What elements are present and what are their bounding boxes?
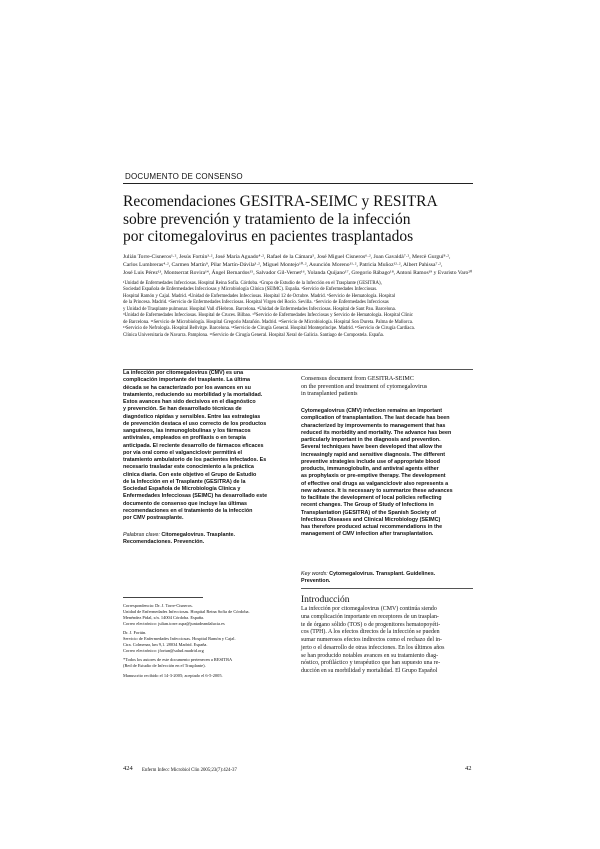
abstract-line: Transplantation (GESITRA) of the Spanish Society of (301, 509, 437, 516)
abstract-line: Cytomegalovirus (CMV) infection remains an important (301, 408, 443, 414)
intro-line: jerto o el desarrollo de otras infecciones. En los últimos años (301, 644, 445, 651)
intro-line: ducción en su morbilidad y mortalidad. El Grupo Español (301, 668, 438, 674)
abstract-line: tratamiento ambulatorio de los pacientes infectados. Es (123, 457, 267, 463)
abstract-line: recomendaciones en el tratamiento de la infección (123, 507, 253, 514)
footnote-rule (123, 597, 203, 598)
keywords-spanish (123, 532, 288, 547)
abstract-line: to facilitate the development of local policies reflecting (301, 495, 442, 501)
note-line: *Todos los autores de este documento pertenecen a RESITRA (123, 657, 233, 662)
abstract-line: as prophylaxis or pre-emptive therapy. The development (301, 473, 446, 480)
abstract-line: de la Infección en el Trasplante (GESITRA) de la (123, 478, 246, 485)
abstract-line: necesario trasladar este conocimiento a la práctica (123, 464, 254, 471)
page-number-left: 424 (123, 765, 133, 772)
article-title (123, 193, 483, 246)
correspondence-line: Dr. J. Fortún. (123, 630, 147, 635)
keywords-line: Recomendaciones. Prevención. (123, 539, 205, 546)
journal-reference: Enferm Infecc Microbiol Clin 2005;23(7):424-37 (142, 768, 237, 773)
correspondence-line: Menéndez Pidal, s/n. 14004 Córdoba. España. (123, 614, 205, 620)
intro-line: cos (TPH). A los efectos directos de la infección se pueden (301, 629, 440, 636)
note-line: (Red de Estudio de Infección en el Trasplante). (123, 662, 206, 668)
abstract-line: management of CMV infection after transplantation. (301, 531, 434, 538)
resitra-note (123, 657, 293, 669)
abstract-line: complicación importante del trasplante. La última (123, 377, 251, 384)
author-line: Julián Torre-Cisneros¹·², Jesús Fortún³·², José María Aguado⁴·², Rafael de la Cámara⁵, José Miguel Cisneros⁶·², Joan Gavaldà⁷·², Mercè Gurguí⁸·², (123, 254, 451, 260)
intro-line: una complicación importante en receptores de un trasplan- (301, 613, 439, 620)
manuscript-dates: Manuscrito recibido el 14-3-2005; aceptado el 6-5-2005. (123, 673, 223, 678)
abstract-line: de prevención destaca el uso correcto de los productos (123, 420, 267, 427)
intro-line: se han producido notables avances en su tratamiento diag- (301, 652, 439, 659)
abstract-line: new advance. It is necessary to summarize these advances (301, 487, 453, 494)
abstract-line: sanguíneos, las inmunoglobulinas y los fármacos (123, 428, 251, 434)
abstract-line: antivirales, empleados en profilaxis o en terapia (123, 435, 246, 442)
page-number-right: 42 (465, 765, 472, 772)
intro-line: sumar numerosos efectos indirectos como el rechazo del in- (301, 637, 442, 643)
abstract-line: Estos avances han sido decisivos en el diagnóstico (123, 399, 256, 405)
keywords-line: Prevention. (301, 578, 331, 585)
author-line: José Luis Pérez¹³, Montserrat Rovira¹⁴, Ángel Bernardos¹⁵, Salvador Gil-Vernet¹⁶, Yolanda Quijano¹⁷, Gregorio Rábago¹⁸, Antoni Ramos¹⁹ y Evaristo Varo²⁰ (123, 269, 473, 276)
keywords-label: Palabras clave: (123, 532, 160, 538)
affiliations (123, 281, 475, 339)
abstract-line: Infectious Diseases and Clinical Microbiology (SEIMC) (301, 516, 441, 523)
abstract-english (301, 408, 473, 539)
keywords-label: Key words: (301, 571, 328, 577)
abstract-line: anticipada. El reciente desarrollo de fármacos eficaces (123, 442, 264, 449)
abstract-line: products, immunoglobulin, and antiviral agents either (301, 466, 439, 472)
abstract-line: characterized by improvements to management that has (301, 422, 446, 429)
intro-heading: Introducción (301, 595, 350, 605)
abstract-line: La infección por citomegalovirus (CMV) es una (123, 370, 244, 376)
author-line: Carlos Lumbreras⁴·², Carmen Martín⁹, Pilar Martín-Dávila³·², Miguel Montejo¹⁰·², Asunción Moreno¹¹·², Patricia Muñoz¹²·², Albert Pahissa⁷·², (123, 261, 443, 268)
abstract-line: Sociedad Española de Microbiología Clínica y (123, 486, 241, 492)
abstract-line: Enfermedades Infecciosas (SEIMC) ha desarrollado este (123, 493, 268, 500)
english-title-line: in transplanted patients (301, 391, 358, 398)
abstract-line: y prevención. Se han desarrollado técnicas de (123, 406, 242, 413)
abstract-line: of effective oral drugs as valganciclovir also represents a (301, 480, 449, 487)
header-rule (123, 183, 473, 184)
correspondence-line: Ctra. Colmenar, km 9,1. 28034 Madrid. España. (123, 641, 208, 647)
affiliation-line: ¹Unidad de Enfermedades Infecciosas. Hospital Reina Sofía. Córdoba. ²Grupo de Estudio de la Infección en el Trasplante (GESITRA), (123, 281, 382, 286)
keywords-line (123, 532, 288, 539)
affiliation-line: de la Princesa. Madrid. ⁶Servicio de Enfermedades Infecciosas. Hospital Virgen del Rocío. Sevilla. ⁷Servicio de Enfermedades Infecciosas (123, 300, 389, 306)
english-title-line: Consensus document from GESITRA-SEIMC (301, 376, 414, 382)
correspondence-line: Unidad de Enfermedades Infecciosas. Hospital Reina Sofía de Córdoba. (123, 608, 250, 614)
keywords-text: Citomegalovirus. Trasplante. (159, 532, 236, 538)
abstract-line: has therefore produced actual recommendations in the (301, 524, 443, 530)
keywords-english (301, 571, 473, 586)
abstract-line: Several techniques have been developed that allow the (301, 444, 443, 451)
intro-rule (301, 588, 473, 589)
abstract-line: por vía oral como el valganciclovir permitirá el (123, 449, 242, 456)
correspondence-line: Correspondencia: Dr. J. Torre-Cisneros. (123, 603, 193, 608)
affiliation-line: y Unidad de Trasplante pulmonar. Hospital Vall d'Hebron. Barcelona. ⁸Unidad de Enfermedades Infecciosas. Hospital de Sant Pau. Barcelona. (123, 306, 397, 312)
keywords-text: Cytomegalovirus. Transplant. Guidelines. (327, 571, 436, 577)
affiliation-line: ¹³Servicio de Nefrología. Hospital Bellvitge. Barcelona. ¹⁴Servicio de Cirugía General. Hospital Montepríncipe. Madrid. ¹⁵Servicio de Cirugía Cardíaca. (123, 326, 415, 332)
abstract-spanish (123, 370, 288, 522)
intro-line: te de órgano sólido (TOS) o de progenitores hematopoyéti- (301, 621, 441, 628)
title-line: Recomendaciones GESITRA-SEIMC y RESITRA (123, 193, 438, 210)
abstract-line: diagnóstico rápidas y sensibles. Entre las estrategias (123, 413, 261, 420)
intro-line: nóstico, profiláctico y terapéutico que han supuesto una re- (301, 660, 441, 667)
section-label: DOCUMENTO DE CONSENSO (125, 172, 243, 181)
correspondence-line: Servicio de Enfermedades Infecciosas. Hospital Ramón y Cajal. (123, 635, 236, 641)
abstract-line: increasingly rapid and sensitive diagnosis. The different (301, 451, 446, 458)
affiliation-line: de Barcelona. ¹¹Servicio de Microbiología. Hospital Gregorio Marañón. Madrid. ¹²Servicio de Microbiología. Hospital Son Dureta. Palma de Mallorca. (123, 319, 414, 325)
affiliation-line: Clínica Universitaria de Navarra. Pamplona. ¹⁶Servicio de Cirugía General. Hospital Xeral de Galicia. Santiago de Compostela. España. (123, 332, 384, 338)
english-title-line: on the prevention and treatment of cytomegalovirus (301, 383, 428, 390)
correspondence-line: Correo electrónico: jfortun@salud.madrid.org (123, 647, 204, 653)
intro-body (301, 606, 473, 676)
affiliation-line: Hospital Ramón y Cajal. Madrid. ⁴Unidad de Enfermedades Infecciosas. Hospital 12 de Octubre. Madrid. ⁵Servicio de Hematología. Hospital (123, 293, 396, 299)
abstract-line: particularly important in the diagnosis and prevention. (301, 437, 441, 443)
intro-line: La infección por citomegalovirus (CMV) continúa siendo (301, 606, 437, 612)
title-line: por citomegalovirus en pacientes trasplantados (123, 228, 414, 245)
title-line: sobre prevención y tratamiento de la infección (123, 210, 411, 228)
abstract-line: complication of transplantation. The last decade has been (301, 415, 450, 422)
abstract-line: por CMV postrasplante. (123, 515, 184, 521)
author-list (123, 254, 475, 277)
abstract-line: documento de consenso que incluye las últimas (123, 500, 248, 507)
abstract-line: década se ha caracterizado por los avances en su (123, 384, 251, 391)
keywords-line (301, 571, 473, 578)
affiliation-line: Sociedad Española de Enfermedades Infecciosas y Microbiología Clínica (SEIMC). España. ³Servicio de Enfermedades Infecciosas. (123, 287, 378, 293)
correspondence-line: Correo electrónico: julian.torre.sspa@juntadeandalucia.es (123, 620, 225, 626)
abstract-line: preventive strategies include use of appropriate blood (301, 458, 440, 465)
abstract-line: recent changes. The Group of Study of Infections in (301, 502, 434, 509)
abstract-line: tratamiento, reduciendo su morbilidad y la mortalidad. (123, 391, 263, 398)
abstract-line: reduced its morbidity and mortality. The advance has been (301, 429, 452, 436)
abstract-line: clínica diaria. Con este objetivo el Grupo de Estudio (123, 471, 257, 478)
affiliation-line: ⁹Unidad de Enfermedades Infecciosas. Hospital de Cruces. Bilbao. ¹⁰Servicio de Enfermedades Infecciosas y Servicio de Hematología. Hospital Clínic (123, 313, 413, 319)
correspondence-2 (123, 630, 293, 654)
english-title (301, 376, 473, 399)
correspondence-1 (123, 603, 293, 627)
